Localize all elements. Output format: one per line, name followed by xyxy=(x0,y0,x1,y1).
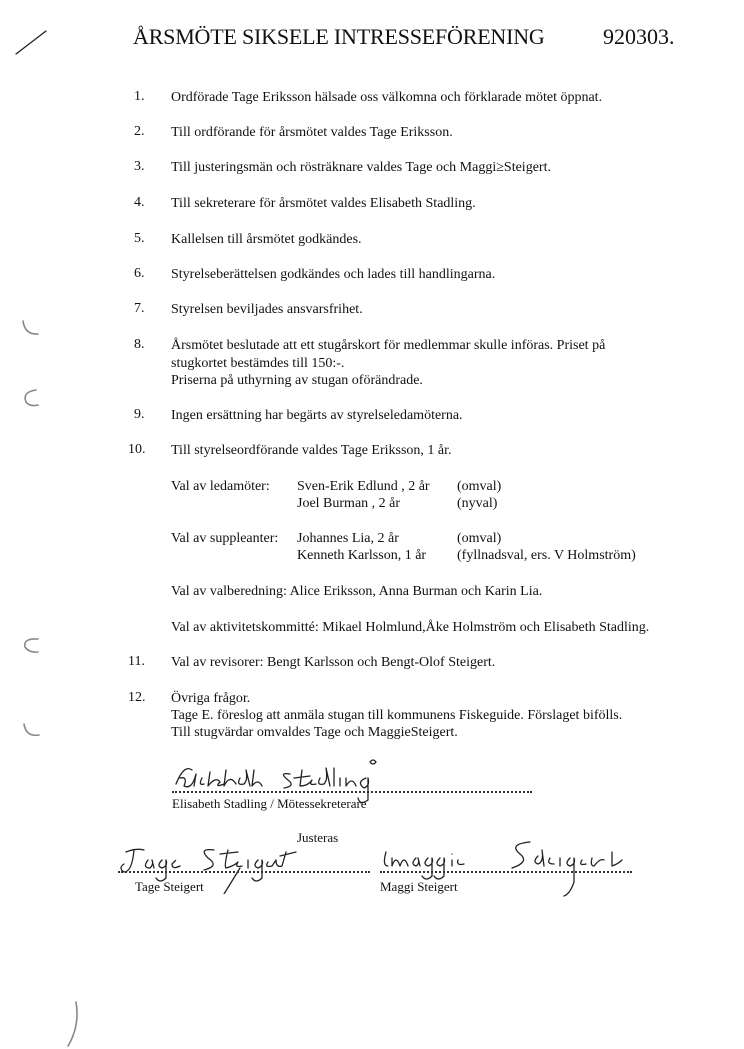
document-title: ÅRSMÖTE SIKSELE INTRESSEFÖRENING xyxy=(133,24,545,49)
document-date: 920303. xyxy=(603,24,675,49)
valberedning-text: Val av valberedning: Alice Eriksson, Anna Burman och Karin Lia. xyxy=(171,584,543,599)
item-text-line: Övriga frågor. xyxy=(171,691,251,706)
ledamoter-label: Val av ledamöter: xyxy=(171,479,270,494)
item-number: 11. xyxy=(128,654,145,669)
punch-hole-mark xyxy=(20,388,42,410)
item-number: 4. xyxy=(134,195,145,210)
tage-signature-line xyxy=(118,871,370,873)
election-name: Kenneth Karlsson, 1 år xyxy=(297,548,427,563)
item-text-line: Årsmötet beslutade att ett stugårskort för medlemmar skulle införas. Priset på xyxy=(171,338,606,353)
item-number: 12. xyxy=(128,690,146,705)
punch-hole-mark xyxy=(20,318,42,340)
item-text-line: stugkortet bestämdes till 150:-. xyxy=(171,356,345,371)
maggi-signature-line xyxy=(380,871,632,873)
item-number: 8. xyxy=(134,337,145,352)
item-number: 6. xyxy=(134,266,145,281)
election-note: (nyval) xyxy=(457,496,498,511)
item-text: Till ordförande för årsmötet valdes Tage Eriksson. xyxy=(171,125,453,140)
item-text: Styrelsen beviljades ansvarsfrihet. xyxy=(171,302,363,317)
election-note: (fyllnadsval, ers. V Holmström) xyxy=(457,548,636,563)
item-number: 3. xyxy=(134,159,145,174)
punch-hole-mark xyxy=(20,635,42,657)
election-note: (omval) xyxy=(457,531,502,546)
item-number: 1. xyxy=(134,89,145,104)
item-text: Till justeringsmän och rösträknare valdes Tage och Maggi≥Steigert. xyxy=(171,160,551,175)
item-number: 7. xyxy=(134,301,145,316)
item-number: 5. xyxy=(134,231,145,246)
election-name: Sven-Erik Edlund , 2 år xyxy=(297,479,430,494)
item-text: Styrelseberättelsen godkändes och lades till handlingarna. xyxy=(171,267,496,282)
item-text-line: Priserna på uthyrning av stugan oförändrade. xyxy=(171,373,423,388)
item-text: Ingen ersättning har begärts av styrelseledamöterna. xyxy=(171,408,463,423)
election-name: Johannes Lia, 2 år xyxy=(297,531,399,546)
suppleanter-label: Val av suppleanter: xyxy=(171,531,279,546)
aktivitetskommitte-text: Val av aktivitetskommitté: Mikael Holmlund,Åke Holmström och Elisabeth Stadling. xyxy=(171,620,650,635)
election-name: Joel Burman , 2 år xyxy=(297,496,401,511)
tage-caption: Tage Steigert xyxy=(135,879,204,894)
item-text: Ordförade Tage Eriksson hälsade oss välkomna och förklarade mötet öppnat. xyxy=(171,90,603,105)
item-text-line: Tage E. föreslog att anmäla stugan till kommunens Fiskeguide. Förslaget bifölls. xyxy=(171,708,623,723)
election-note: (omval) xyxy=(457,479,502,494)
secretary-caption: Elisabeth Stadling / Mötessekreterare xyxy=(172,796,367,811)
item-text: Kallelsen till årsmötet godkändes. xyxy=(171,232,362,247)
maggi-caption: Maggi Steigert xyxy=(380,879,458,894)
item-text-line: Till stugvärdar omvaldes Tage och MaggieSteigert. xyxy=(171,725,458,740)
item-number: 2. xyxy=(134,124,145,139)
secretary-signature-line xyxy=(172,791,532,793)
item-number: 9. xyxy=(134,407,145,422)
page-edge-mark xyxy=(64,1000,84,1048)
justeras-label: Justeras xyxy=(297,830,339,845)
item-number: 10. xyxy=(128,442,146,457)
item-text: Till styrelseordförande valdes Tage Eriksson, 1 år. xyxy=(171,443,452,458)
punch-hole-mark xyxy=(20,720,42,742)
check-mark-icon xyxy=(14,28,50,58)
item-text: Val av revisorer: Bengt Karlsson och Bengt-Olof Steigert. xyxy=(171,655,496,670)
item-text: Till sekreterare för årsmötet valdes Elisabeth Stadling. xyxy=(171,196,476,211)
